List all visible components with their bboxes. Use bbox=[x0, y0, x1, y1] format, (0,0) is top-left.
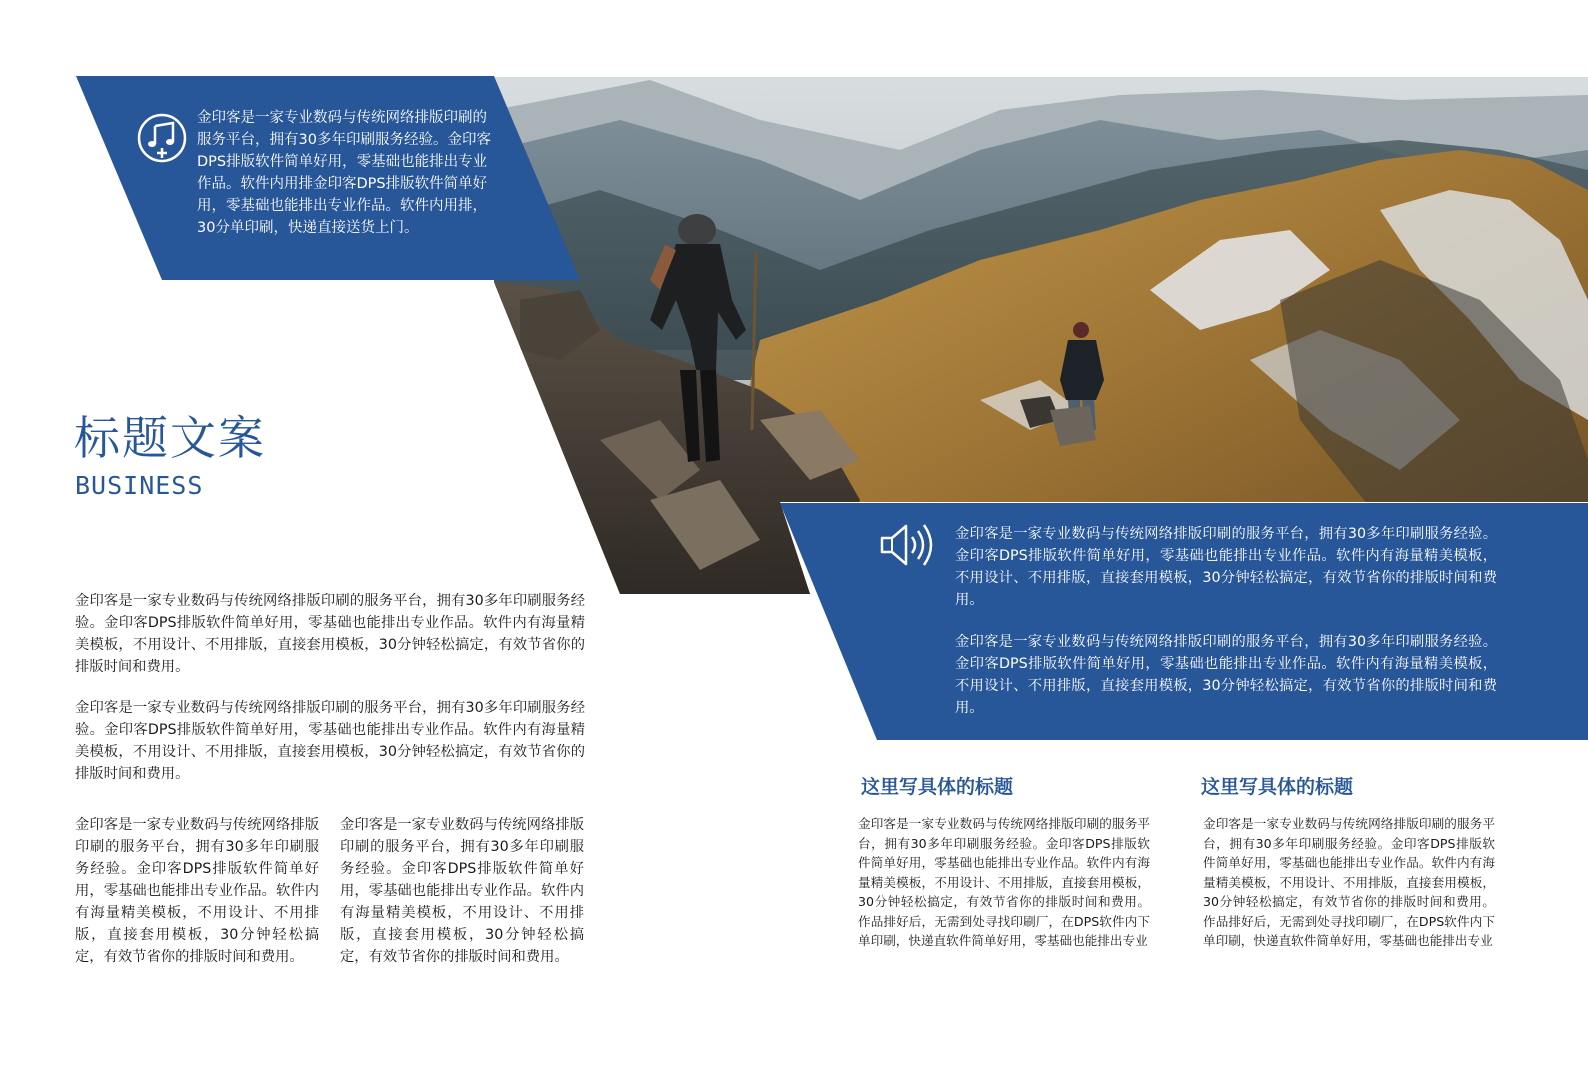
left-column-2-text: 金印客是一家专业数码与传统网络排版印刷的服务平台，拥有30多年印刷服务经验。金印客DPS排版软件简单好用，零基础也能排出专业作品。软件内有海量精美模板，不用设计、不用排版，直接套用模板，30分钟轻松搞定，有效节省你的排版时间和费用。 bbox=[340, 817, 584, 965]
page-subtitle: BUSINESS bbox=[75, 471, 204, 500]
section-text-2: 金印客是一家专业数码与传统网络排版印刷的服务平台，拥有30多年印刷服务经验。金印客DPS排版软件简单好用，零基础也能排出专业作品。软件内有海量精美模板，不用设计、不用排版，直接套用模板，30分钟轻松搞定，有效节省你的排版时间和费用。作品排好后，无需到处寻找印刷厂，在DPS软件内下单印刷，快递直软件简单好用，零基础也能排出专业 bbox=[1203, 816, 1495, 948]
left-paragraph-2: 金印客是一家专业数码与传统网络排版印刷的服务平台，拥有30多年印刷服务经验。金印客DPS排版软件简单好用，零基础也能排出专业作品。软件内有海量精美模板，不用设计、不用排版，直接套用模板，30分钟轻松搞定，有效节省你的排版时间和费用。 bbox=[75, 700, 585, 782]
right-panel-paragraph-1: 金印客是一家专业数码与传统网络排版印刷的服务平台，拥有30多年印刷服务经验。金印客DPS排版软件简单好用，零基础也能排出专业作品。软件内有海量精美模板，不用设计、不用排版，直接套用模板，30分钟轻松搞定，有效节省你的排版时间和费用。 bbox=[955, 526, 1497, 608]
page-title: 标题文案 bbox=[74, 411, 266, 465]
top-panel-text: 金印客是一家专业数码与传统网络排版印刷的服务平台，拥有30多年印刷服务经验。金印客DPS排版软件简单好用，零基础也能排出专业作品。软件内用排金印客DPS排版软件简单好用，零基础也能排出专业作品。软件内用排，30分单印刷，快递直接送货上门。 bbox=[197, 110, 491, 236]
right-panel-paragraph-2: 金印客是一家专业数码与传统网络排版印刷的服务平台，拥有30多年印刷服务经验。金印客DPS排版软件简单好用，零基础也能排出专业作品。软件内有海量精美模板，不用设计、不用排版，直接套用模板，30分钟轻松搞定，有效节省你的排版时间和费用。 bbox=[955, 634, 1497, 716]
section-title-1: 这里写具体的标题 bbox=[861, 776, 1014, 798]
left-column-1-text: 金印客是一家专业数码与传统网络排版印刷的服务平台，拥有30多年印刷服务经验。金印客DPS排版软件简单好用，零基础也能排出专业作品。软件内有海量精美模板，不用设计、不用排版，直接套用模板，30分钟轻松搞定，有效节省你的排版时间和费用。 bbox=[75, 817, 319, 965]
left-paragraph-1: 金印客是一家专业数码与传统网络排版印刷的服务平台，拥有30多年印刷服务经验。金印客DPS排版软件简单好用，零基础也能排出专业作品。软件内有海量精美模板，不用设计、不用排版，直接套用模板，30分钟轻松搞定，有效节省你的排版时间和费用。 bbox=[75, 593, 585, 675]
music-note-plus-icon bbox=[136, 112, 188, 164]
section-title-2: 这里写具体的标题 bbox=[1201, 776, 1354, 798]
section-text-1: 金印客是一家专业数码与传统网络排版印刷的服务平台，拥有30多年印刷服务经验。金印客DPS排版软件简单好用，零基础也能排出专业作品。软件内有海量精美模板，不用设计、不用排版，直接套用模板，30分钟轻松搞定，有效节省你的排版时间和费用。作品排好后，无需到处寻找印刷厂，在DPS软件内下单印刷，快递直软件简单好用，零基础也能排出专业 bbox=[858, 816, 1150, 948]
speaker-icon bbox=[878, 520, 938, 570]
